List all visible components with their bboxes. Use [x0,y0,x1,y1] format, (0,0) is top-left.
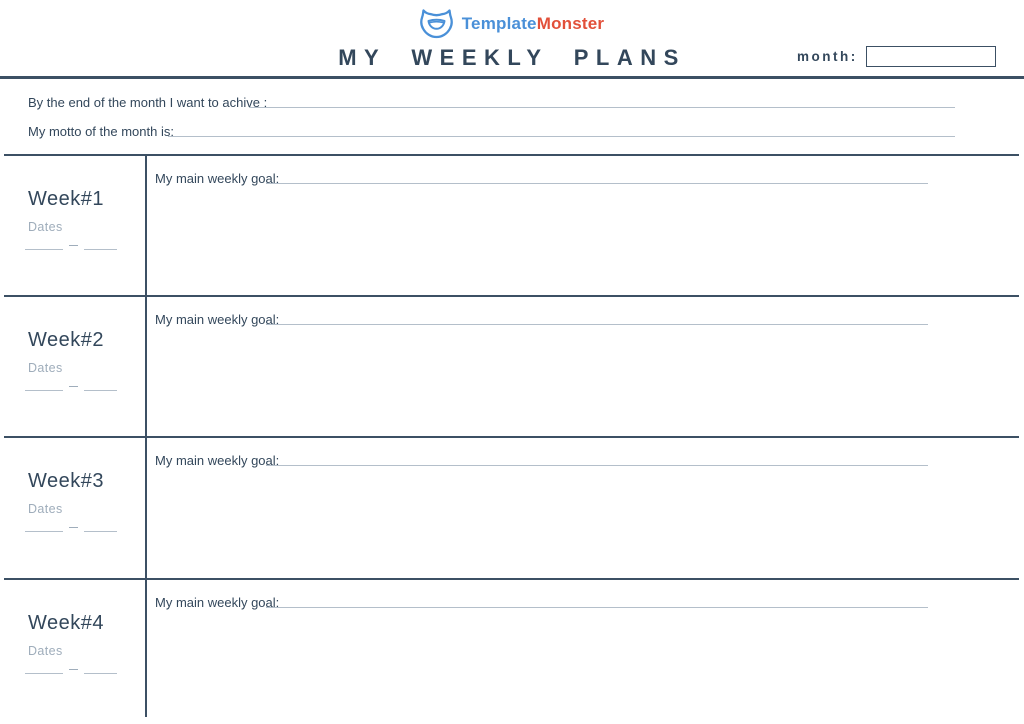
dates-label: Dates [28,361,63,375]
brand-name-template: Template [461,14,537,33]
brand-logo [0,9,1024,39]
week-row-4 [0,580,1024,724]
month-field-group [797,46,996,67]
weekly-goal-input-week2[interactable] [266,308,928,325]
week-title: Week#2 [28,329,105,351]
date-from-input-week1[interactable] [25,236,63,250]
date-range-dash [69,386,78,387]
date-range-dash [69,669,78,670]
weekly-goal-input-week4[interactable] [266,591,928,608]
dates-label: Dates [28,220,63,234]
weekly-goal-input-week3[interactable] [266,449,928,466]
weekly-goal-label: My main weekly goal: [155,171,280,186]
dates-range [25,660,117,674]
date-to-input-week3[interactable] [84,518,117,532]
dates-label: Dates [28,644,63,658]
dates-range [25,518,117,532]
date-from-input-week4[interactable] [25,660,63,674]
achieve-label: By the end of the month I want to achive : [28,95,268,110]
motto-input[interactable] [168,120,955,137]
achieve-input[interactable] [249,91,955,108]
week-title: Week#4 [28,612,105,634]
monster-icon [420,9,453,39]
brand-name [462,14,605,34]
month-input[interactable] [866,46,996,67]
week-row-2 [0,297,1024,436]
date-to-input-week4[interactable] [84,660,117,674]
weekly-goal-input-week1[interactable] [266,167,928,184]
brand-name-monster: Monster [536,14,605,33]
week-row-3 [0,438,1024,577]
weekly-goal-label: My main weekly goal: [155,595,280,610]
date-from-input-week2[interactable] [25,377,63,391]
weekly-goal-label: My main weekly goal: [155,453,280,468]
date-to-input-week1[interactable] [84,236,117,250]
week-title: Week#1 [28,188,105,210]
page-title: MY WEEKLY PLANS [338,45,686,70]
motto-label: My motto of the month is: [28,124,174,139]
date-to-input-week2[interactable] [84,377,117,391]
dates-range [25,377,117,391]
header-divider [0,76,1024,79]
weekly-goal-label: My main weekly goal: [155,312,280,327]
dates-label: Dates [28,502,63,516]
week-column-divider [145,156,147,717]
date-from-input-week3[interactable] [25,518,63,532]
dates-range [25,236,117,250]
date-range-dash [69,245,78,246]
date-range-dash [69,527,78,528]
week-title: Week#3 [28,470,105,492]
week-row-1 [0,156,1024,295]
month-label: month: [797,49,858,64]
